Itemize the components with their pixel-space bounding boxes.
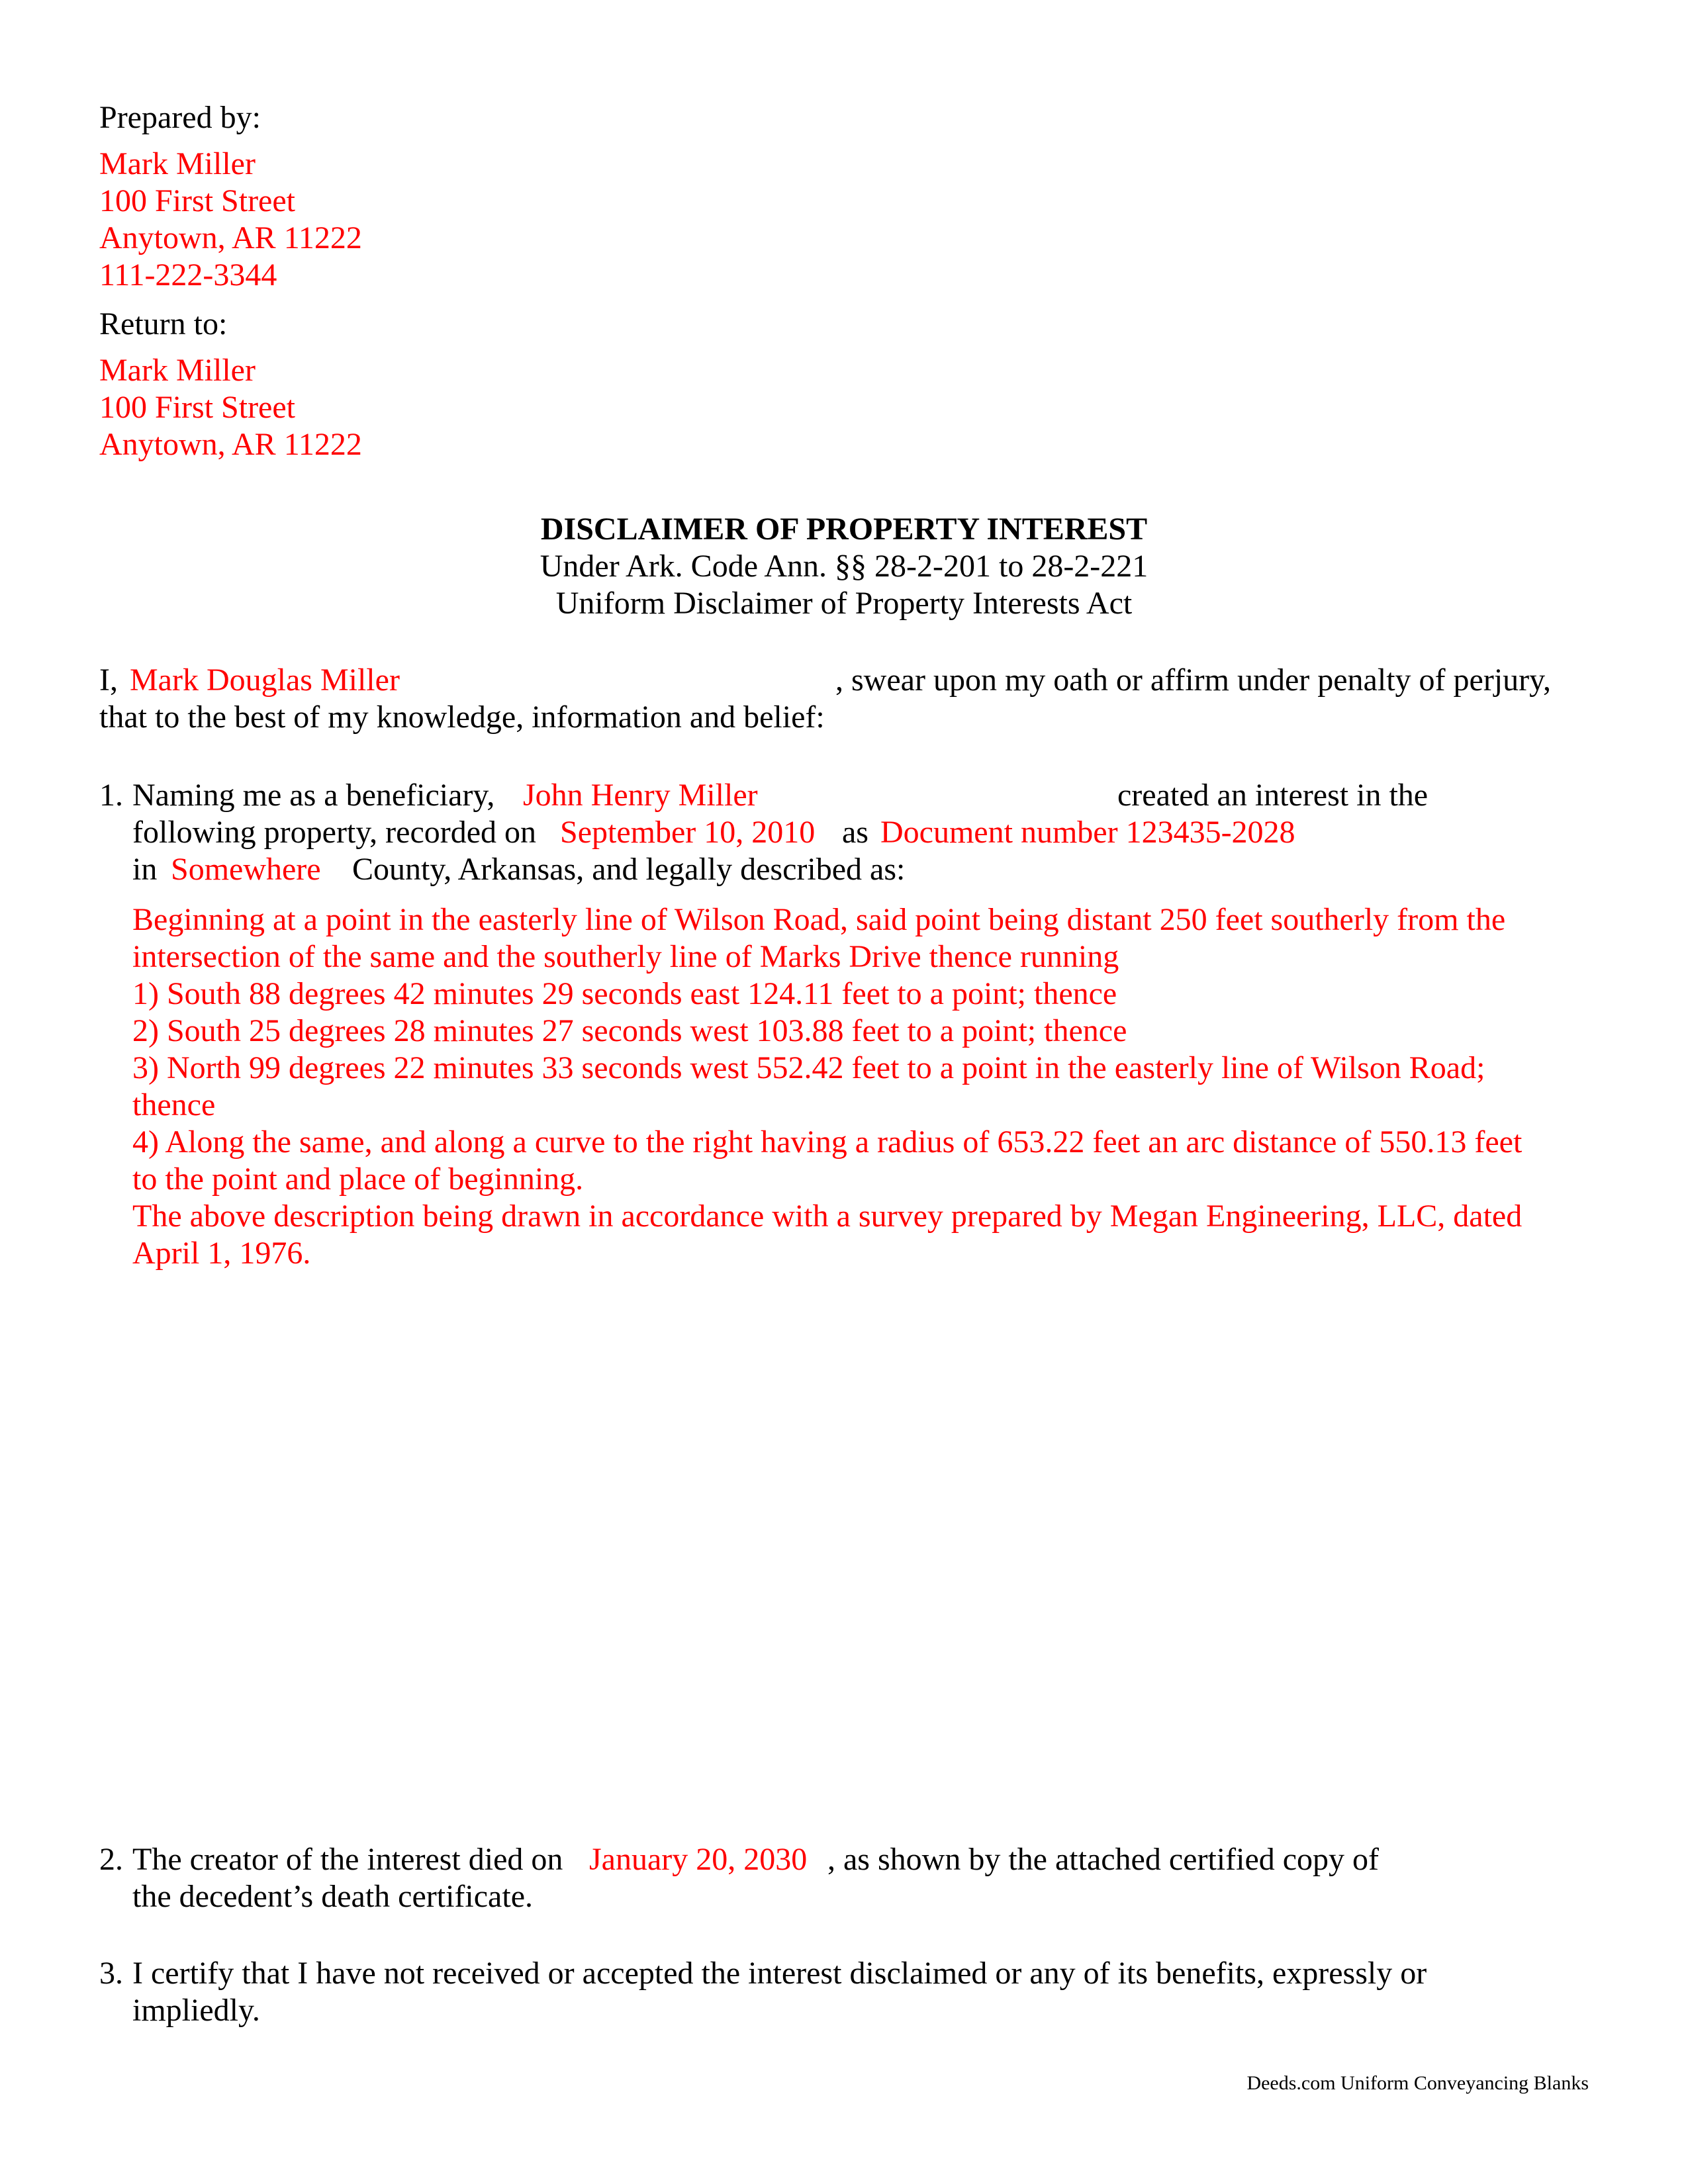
footer-brand: Deeds.com Uniform Conveyancing Blanks (1246, 2072, 1589, 2094)
prepared-by-label: Prepared by: (99, 100, 261, 135)
prepared-by-street: 100 First Street (99, 183, 295, 218)
item1-text-c: following property, recorded on (132, 815, 537, 850)
county-name: Somewhere (171, 852, 321, 887)
date-of-death: January 20, 2030 (589, 1842, 808, 1877)
intro-oath: , swear upon my oath or affirm under penalty of perjury, (835, 662, 1552, 698)
item3-line2: impliedly. (132, 1993, 260, 2028)
item1-text-d: as (842, 815, 868, 850)
return-to-label: Return to: (99, 306, 228, 341)
legal-description-line: to the point and place of beginning. (132, 1161, 584, 1197)
legal-description-line: Beginning at a point in the easterly line of Wilson Road, said point being distant 250 feet southerly from the (132, 902, 1506, 937)
return-to-city: Anytown, AR 11222 (99, 427, 362, 462)
recording-date: September 10, 2010 (560, 815, 816, 850)
disclaimant-name: Mark Douglas Miller (130, 662, 400, 698)
legal-description-line: The above description being drawn in accordance with a survey prepared by Megan Engineering, LLC, dated (132, 1199, 1523, 1234)
statute-citation: Under Ark. Code Ann. §§ 28-2-201 to 28-2-221 (539, 549, 1149, 584)
legal-description-line: 1) South 88 degrees 42 minutes 29 seconds east 124.11 feet to a point; thence (132, 976, 1117, 1011)
item1-text-f: County, Arkansas, and legally described as: (352, 852, 906, 887)
act-name: Uniform Disclaimer of Property Interests Act (555, 586, 1133, 621)
legal-description-line: April 1, 1976. (132, 1236, 311, 1271)
item2-number: 2. (99, 1842, 123, 1877)
item1-text-a: Naming me as a beneficiary, (132, 778, 495, 813)
document-title: DISCLAIMER OF PROPERTY INTEREST (540, 512, 1148, 547)
legal-description-line: 4) Along the same, and along a curve to the right having a radius of 653.22 feet an arc distance of 550.13 feet (132, 1124, 1523, 1160)
prepared-by-name: Mark Miller (99, 146, 256, 181)
item2-text-c: the decedent’s death certificate. (132, 1879, 533, 1914)
legal-description-line: thence (132, 1087, 216, 1122)
item2-text-b: , as shown by the attached certified copy of (827, 1842, 1380, 1877)
item1-number: 1. (99, 778, 123, 813)
intro-line2: that to the best of my knowledge, information and belief: (99, 700, 825, 735)
creator-name: John Henry Miller (523, 778, 758, 813)
item3-number: 3. (99, 1956, 123, 1991)
return-to-name: Mark Miller (99, 353, 256, 388)
prepared-by-city: Anytown, AR 11222 (99, 220, 362, 255)
item2-text-a: The creator of the interest died on (132, 1842, 563, 1877)
item1-text-e: in (132, 852, 158, 887)
return-to-street: 100 First Street (99, 390, 295, 425)
legal-description-line: intersection of the same and the southerly line of Marks Drive thence running (132, 939, 1119, 974)
item1-text-b: created an interest in the (1117, 778, 1429, 813)
intro-prefix: I, (99, 662, 118, 698)
legal-description-line: 2) South 25 degrees 28 minutes 27 seconds west 103.88 feet to a point; thence (132, 1013, 1127, 1048)
legal-description-line: 3) North 99 degrees 22 minutes 33 seconds west 552.42 feet to a point in the easterly line of Wilson Road; (132, 1050, 1485, 1085)
document-number: Document number 123435-2028 (880, 815, 1295, 850)
item3-line1: I certify that I have not received or accepted the interest disclaimed or any of its benefits, expressly or (132, 1956, 1427, 1991)
prepared-by-phone: 111-222-3344 (99, 257, 277, 293)
